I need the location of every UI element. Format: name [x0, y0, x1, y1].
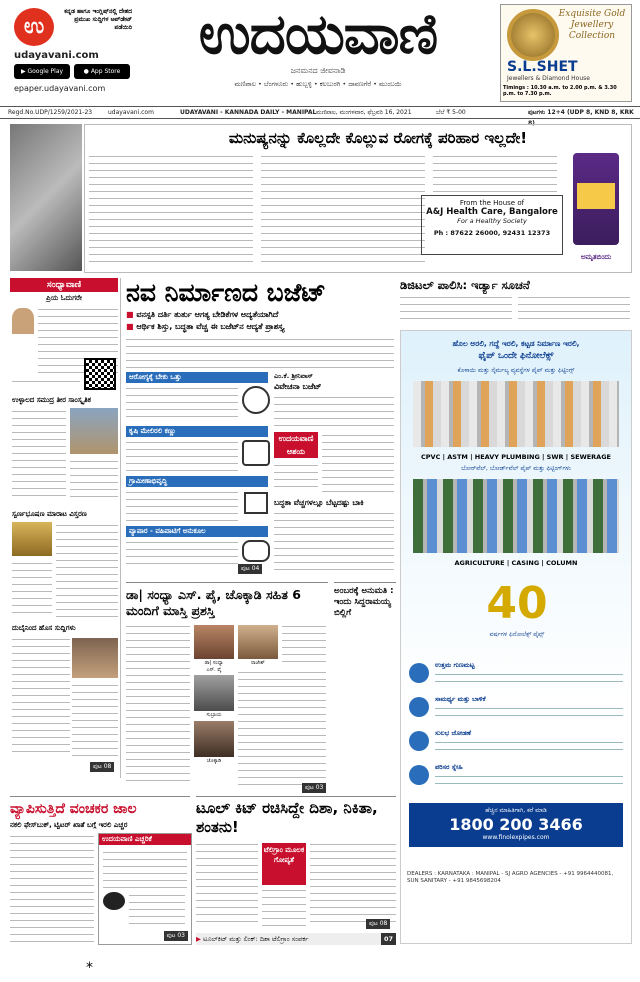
masthead	[0, 0, 640, 104]
box-agri	[126, 426, 268, 474]
sub2-text: ಆರ್ಥಿಕ ಶಿಸ್ತು, ಬದ್ಧತಾ ವೆಚ್ಚ ಈ ಬಜೆಟ್‌ನ ಆದ್ಯತೆ ಪ್ರಾಶಸ್ತ್ಯ	[136, 322, 284, 331]
health-ad[interactable]	[84, 124, 632, 273]
finolex-line3: ಕೊಳಾಯಿ ಮತ್ತು ನೈರ್ಮಲ್ಯ ವ್ಯವಸ್ಥೆಗಳ ಪೈಪ್ ಮತ್ತು ಫಿಟ್ಟಿಂಗ್ಸ್	[457, 367, 575, 374]
portrait-1	[194, 625, 234, 659]
fitting-icon	[409, 731, 429, 751]
analysis-head: ವಿವೇಚನಾ ಬಜೆಟ್	[274, 382, 322, 391]
company-tag: For a Healthy Society	[457, 217, 527, 225]
right-top-text-a	[400, 294, 512, 322]
side-text	[274, 510, 394, 574]
play-icon: ▶	[20, 68, 26, 75]
analysis-text-b	[322, 432, 394, 492]
bottom-mid-jump[interactable]: ಪುಟ 08	[366, 919, 390, 929]
benefit-3-title: ಸುಲಭ ಜೋಡಣೆ	[435, 729, 471, 737]
bottom-mid-text-b	[262, 887, 306, 927]
bottom-left-text	[10, 833, 94, 943]
story3-text	[12, 636, 70, 756]
pipes-image-1	[413, 381, 619, 447]
paper-name: UDAYAVANI - KANNADA DAILY - MANIPAL	[180, 109, 317, 116]
google-play-label: Google Play	[27, 68, 64, 75]
main-lead-text	[126, 336, 394, 368]
left-column	[10, 278, 121, 778]
editor-photo	[12, 308, 34, 334]
qr-code-icon[interactable]	[84, 358, 116, 390]
eco-icon	[409, 765, 429, 785]
bottom-left-jump[interactable]: ಪುಟ 03	[164, 931, 188, 941]
bullet-icon: ■	[126, 322, 134, 331]
anniversary-badge	[481, 577, 553, 649]
box-rural	[126, 476, 268, 524]
box-health	[126, 372, 268, 424]
story3-head: ದುಬೈನಿಂದ ಹೊಸ ಸುದ್ದಿಗಳು	[12, 624, 76, 632]
main-jump[interactable]: ಪುಟ 04	[238, 564, 262, 574]
statue-image	[10, 124, 82, 271]
story1-photo	[70, 408, 118, 454]
story1-text	[12, 408, 66, 500]
story-right-block	[334, 582, 396, 792]
story1-head: ಉಳ್ಳಾಲದ ಸಮುದ್ರ ತೀರ ಸಾಂಸ್ಕೃತಿಕ	[12, 396, 91, 404]
finolex-line6: AGRICULTURE | CASING | COLUMN	[454, 559, 578, 567]
years-text: ವರ್ಷಗಳ ಫಿನೋಲೆಕ್ಸ್ ಪೈಪ್ಸ್	[489, 631, 545, 638]
mid-headline: ಡಾ| ಸಂಧ್ಯಾ ಎಸ್. ಪೈ, ಚೊಕ್ಕಾಡಿ ಸಹಿತ 6 ಮಂದಿಗೆ ಮಾಸ್ತಿ ಪ್ರಶಸ್ತಿ	[126, 587, 301, 618]
caption-5: ರಾಜೇಶ್	[251, 660, 265, 666]
box-rural-title: ಗ್ರಾಮೀಣಾಭಿವೃದ್ಧಿ	[126, 476, 268, 487]
bottom-mid-story	[196, 796, 396, 947]
finolex-ad[interactable]	[400, 330, 632, 944]
necklace-icon	[507, 9, 559, 61]
greeting: ಪ್ರಿಯ ಓದುಗರೇ	[46, 294, 82, 302]
story3-text-b	[72, 682, 118, 756]
benefit-2	[409, 695, 623, 723]
bottom-mid-headline: ಟೂಲ್ ಕಿಟ್ ರಚಿಸಿದ್ದೇ ದಿಶಾ, ನಿಕಿತಾ, ಶಂತನು!	[196, 799, 378, 836]
epaper-link[interactable]: epaper.udayavani.com	[14, 84, 106, 93]
finolex-line4: CPVC | ASTM | HEAVY PLUMBING | SWR | SEWERAGE	[421, 453, 611, 461]
warning-box	[98, 833, 192, 945]
price: ಬೆಲೆ ₹ 5-00	[436, 109, 466, 116]
portrait-4	[238, 625, 278, 659]
right-ad-column	[400, 278, 630, 942]
portrait-2	[194, 675, 234, 711]
benefit-1	[409, 661, 623, 689]
left-jump[interactable]: ಪುಟ 08	[90, 762, 114, 772]
info-site[interactable]: udayavani.com	[108, 109, 154, 116]
benefit-2-title: ಸಾಮರ್ಥ್ಯ ಮತ್ತು ಬಾಳಿಕೆ	[435, 695, 486, 703]
app-store-label: App Store	[90, 68, 121, 75]
main-story	[126, 278, 394, 578]
column-text-2	[12, 378, 80, 388]
sub1-text: ವನಸ್ಪತಿ ದರ್ತಿ ತುರ್ತು ಆಗತ್ಯ ಬೇಡಿಕೆಗಳ ಅದ್ಯತೆಯಾಗಿದೆ	[136, 310, 279, 319]
analysis-text-c	[274, 462, 318, 492]
dealers: DEALERS : KARNATAKA : MANIPAL - SJ AGRO AGENCIES - +91 9964440081, SUN SANITARY - +91 9845698204	[407, 871, 614, 884]
benefit-3	[409, 729, 623, 757]
ad-timing: Timings : 10.30 a.m. to 2.00 p.m. & 3.30 p.m. to 7.30 p.m.	[503, 85, 617, 97]
box-trade-title: ವ್ಯಾಪಾರ - ವಹಿವಾಟಿಗೆ ಅನುಕೂಲ	[126, 526, 268, 537]
page-title: ಉದಯವಾಣಿ	[198, 1, 438, 67]
story2-photo	[12, 522, 52, 556]
box-trade	[126, 526, 268, 574]
company-phone: Ph : 87622 26000, 92431 12373	[433, 229, 551, 237]
finolex-line5: ಬೋರ್‌ವೆಲ್, ಬೋರ್ಡ್‌ವೆಲ್ ಪೈಪ್ ಮತ್ತು ಫಿಟ್ಟಿಂಗ್‌ಗಳು	[461, 465, 571, 472]
speech-bubble-icon	[103, 892, 125, 910]
bottom-mid-text-c	[310, 841, 396, 927]
stethoscope-icon	[242, 386, 270, 414]
main-headline: ನವ ನಿರ್ಮಾಣದ ಬಜೆಟ್	[126, 278, 326, 307]
promo-text: ಕನ್ನಡ ಹಾಗೂ ಇಂಗ್ಲಿಷ್‌ನಲ್ಲಿ ದೇಶದ ಪ್ರಮುಖ ಸುದ್ದಿಗಳ ಅಪ್‌ಡೇಟ್ ಪಡೆಯಿರಿ	[64, 8, 132, 31]
analysis-text	[274, 394, 394, 428]
story1-text-b	[70, 458, 118, 500]
tollfree-label: ಹೆಚ್ಚಿನ ಮಾಹಿತಿಗಾಗಿ, ಕರೆ ಮಾಡಿ	[485, 807, 547, 814]
strength-icon	[409, 697, 429, 717]
jewellery-ad[interactable]	[500, 4, 632, 102]
warning-title: ಉದಯವಾಣಿ ಎಚ್ಚರಿಕೆ	[99, 834, 191, 845]
finolex-line2: ಫೈಪ್ ಒಂದೇ ಫಿನೋಲೆಕ್ಸ್	[478, 351, 554, 361]
box-health-title: ಆರೋಗ್ಯಕ್ಕೆ ಬೇಕು ಒತ್ತು	[126, 372, 268, 383]
ad-body-left	[89, 153, 253, 265]
issue-date: ಮಣಿಪಾಲ, ಮಂಗಳವಾರ, ಫೆಬ್ರವರಿ 16, 2021	[316, 109, 412, 116]
website-link[interactable]: udayavani.com	[14, 50, 99, 61]
opinion-badge: ಉದಯವಾಣಿ ಆಶಯ	[274, 432, 318, 458]
right-top-text-b	[518, 294, 630, 322]
mid-text	[126, 623, 190, 785]
ad-body-mid	[261, 153, 425, 265]
google-play-button[interactable]	[14, 64, 70, 79]
benefit-1-title: ಉತ್ತಮ ಗುಣಮಟ್ಟ	[435, 661, 475, 669]
apple-icon: ●	[83, 68, 89, 75]
medicine-bottle-icon	[573, 153, 619, 245]
finolex-line1: ಹೊಲ ಅರಲಿ, ಗದ್ದೆ ಇರಲಿ, ಕಟ್ಟಡ ನಿರ್ಮಾಣ ಇರಲಿ,	[452, 339, 580, 348]
story2-text-b	[12, 560, 52, 618]
bottom-mid-text	[196, 841, 258, 927]
main-sub1	[126, 310, 394, 320]
byline: ಎಂ.ಕೆ. ಶ್ರೀನಿವಾಸ್	[274, 372, 313, 380]
section-title: ಸಂಧ್ಯಾವಾಣಿ	[10, 278, 118, 292]
benefit-4	[409, 763, 623, 791]
inside-page-number[interactable]: 07	[381, 933, 396, 945]
telegram-badge: ಟೆಲಿಗ್ರಾಂ ಮೂಲಕ ಗೋಪ್ಯತೆ	[262, 843, 306, 885]
from-house: From the House of	[459, 199, 525, 207]
bottom-strap	[196, 933, 396, 945]
editions: ಮಣಿಪಾಲ • ಬೆಂಗಳೂರು • ಹುಬ್ಬಳ್ಳಿ • ಕಲಬುರಗಿ • ದಾವಣಗೆರೆ • ಮುಂಬಯಿ	[234, 80, 402, 88]
story3-photo	[72, 638, 118, 678]
right-headline: ಅಂಬರಕ್ಕೆ ಅನುಮತಿ : ಇಂದು ಸಿದ್ದರಾಮಯ್ಯ ಬಿಲ್ಲಿಗೆ	[334, 586, 394, 618]
finolex-web: www.finolexpipes.com	[482, 834, 550, 841]
main-sub2	[126, 322, 394, 332]
handshake-icon	[242, 540, 270, 562]
info-bar	[0, 106, 640, 127]
bottom-left-sub: ನಕಲಿ ಫೇಸ್‌ಬುಕ್, ಟ್ವಿಟರ್ ಖಾತೆ ಬಗ್ಗೆ ಇರಲಿ ಎಚ್ಚರ	[10, 821, 128, 829]
ad-headline: ಮನುಷ್ಯನನ್ನು ಕೊಲ್ಲದೇ ಕೊಲ್ಲುವ ರೋಗಕ್ಕೆ ಪರಿಹಾರ ಇಲ್ಲದೇ!	[228, 129, 528, 147]
right-headline-top: ಡಿಜಿಟಲ್ ಪಾಲಿಸಿ: ಇರ್ಡ್ಯಾ ಸೂಚನೆ	[400, 278, 530, 292]
caption-4: ಚೊಕ್ಕಾಡಿ	[206, 758, 222, 764]
triangle-icon: ▶	[196, 935, 201, 943]
ad-sub: Jewellers & Diamond House	[507, 75, 590, 82]
story-mid	[126, 582, 328, 793]
quality-icon	[409, 663, 429, 683]
caption-1: ಡಾ| ಸಂಧ್ಯಾ	[204, 660, 224, 666]
tollfree-number: 1800 200 3466	[449, 815, 583, 834]
ad-body-right	[433, 153, 557, 193]
bottom-left-story	[10, 796, 190, 947]
ad-collection: Exquisite Gold Jewellery Collection	[558, 9, 626, 41]
mid-text-b	[238, 669, 326, 785]
story2-head: ಸ್ವರ್ಣಭೂಷಣ ಮಾರಾಟ ವಿಸ್ತರಣ	[12, 510, 87, 518]
app-store-button[interactable]	[74, 64, 130, 79]
story2-text	[56, 522, 118, 618]
regd-number: Regd.No.UDP/1259/2021-23	[8, 109, 93, 116]
company-name: A&J Health Care, Bangalore	[426, 207, 558, 217]
caption-2: ಎಸ್. ಪೈ	[206, 667, 222, 673]
tollfree-box[interactable]	[409, 803, 623, 847]
bullet-icon: ■	[126, 310, 134, 319]
mid-jump[interactable]: ಪುಟ 03	[302, 783, 326, 793]
pipes-image-2	[413, 479, 619, 553]
mid-text-c	[282, 623, 326, 667]
udayavani-logo-icon: ಉ	[14, 8, 54, 46]
years-number: 40	[486, 578, 548, 629]
tractor-icon	[242, 440, 270, 466]
app-promo	[12, 6, 132, 98]
ad-brand: S.L.SHET	[507, 59, 578, 75]
page-count: ಪುಟಗಳು 12+4 (UDP 8, KND 8, KRK 8)	[528, 109, 634, 127]
product-name: ಅಮೃತಬಿಂದು	[580, 253, 612, 261]
ad-contact-box	[421, 195, 563, 255]
side-head: ಬದ್ಧತಾ ವೆಚ್ಚಗಳಲ್ಲೂ ಬೆಟ್ಟದಷ್ಟು ಬಾಕಿ	[274, 498, 364, 507]
caption-3: ಸುಬ್ರಾಯ	[206, 712, 222, 718]
strap-text: ಟೂಲ್‌ಕಿಟ್ ಮತ್ತು ಲಿಂಕ್: ದಿಶಾ ಟೆಲಿಗ್ರಾಂ ಸಂಪರ್ಕ	[203, 935, 309, 943]
bottom-left-headline: ವ್ಯಾಪಿಸುತ್ತಿದೆ ವಂಚಕರ ಜಾಲ	[10, 801, 137, 817]
tagline: ಜನಮನದ ಜೀವನಾಡಿ	[290, 66, 346, 75]
footer-mark: *	[86, 960, 93, 976]
house-icon	[244, 492, 268, 514]
benefit-4-title: ಪರಿಸರ ಸ್ನೇಹಿ	[435, 763, 463, 771]
portrait-3	[194, 721, 234, 757]
box-agri-title: ಕೃಷಿ ಮೇಲಿರಲಿ ಕಣ್ಣು	[126, 426, 268, 437]
